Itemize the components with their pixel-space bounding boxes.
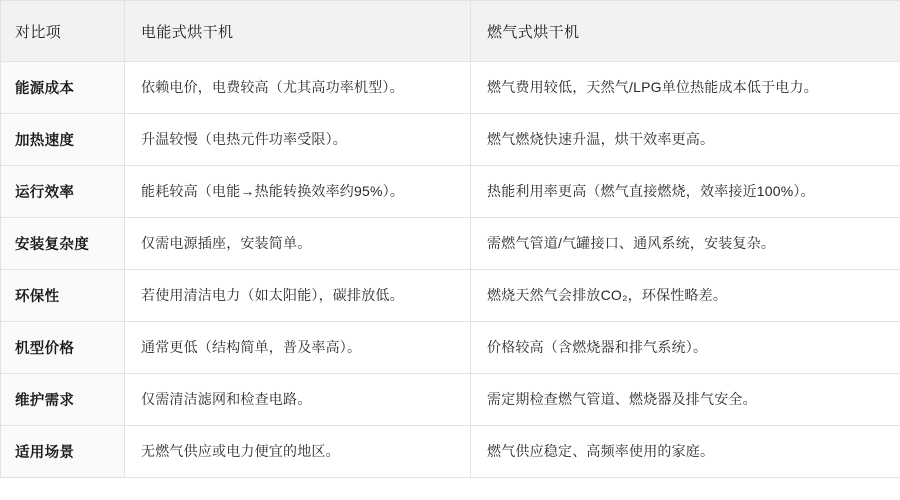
table-header-row xyxy=(1,1,900,62)
row-label: 机型价格 xyxy=(1,322,125,374)
column-header-gas: 燃气式烘干机 xyxy=(471,1,900,62)
row-electric-value: 若使用清洁电力（如太阳能），碳排放低。 xyxy=(125,270,471,322)
row-electric-value: 仅需清洁滤网和检查电路。 xyxy=(125,374,471,426)
column-header-electric: 电能式烘干机 xyxy=(125,1,471,62)
row-gas-value: 需定期检查燃气管道、燃烧器及排气安全。 xyxy=(471,374,900,426)
row-gas-value: 燃气供应稳定、高频率使用的家庭。 xyxy=(471,426,900,478)
row-label: 环保性 xyxy=(1,270,125,322)
column-header-item: 对比项 xyxy=(1,1,125,62)
table-body xyxy=(1,62,900,478)
table-row xyxy=(1,322,900,374)
row-electric-value: 无燃气供应或电力便宜的地区。 xyxy=(125,426,471,478)
table-header xyxy=(1,1,900,62)
row-electric-value: 升温较慢（电热元件功率受限）。 xyxy=(125,114,471,166)
row-label: 安装复杂度 xyxy=(1,218,125,270)
table-row xyxy=(1,62,900,114)
row-electric-value: 能耗较高（电能→热能转换效率约95%）。 xyxy=(125,166,471,218)
table-row xyxy=(1,270,900,322)
row-electric-value: 依赖电价，电费较高（尤其高功率机型）。 xyxy=(125,62,471,114)
table-row xyxy=(1,166,900,218)
table-row xyxy=(1,374,900,426)
row-gas-value: 燃气燃烧快速升温，烘干效率更高。 xyxy=(471,114,900,166)
row-label: 维护需求 xyxy=(1,374,125,426)
row-gas-value: 热能利用率更高（燃气直接燃烧，效率接近100%）。 xyxy=(471,166,900,218)
table-row xyxy=(1,426,900,478)
table-row xyxy=(1,218,900,270)
row-label: 运行效率 xyxy=(1,166,125,218)
row-electric-value: 仅需电源插座，安装简单。 xyxy=(125,218,471,270)
row-gas-value: 燃气费用较低，天然气/LPG单位热能成本低于电力。 xyxy=(471,62,900,114)
table-row xyxy=(1,114,900,166)
row-gas-value: 需燃气管道/气罐接口、通风系统，安装复杂。 xyxy=(471,218,900,270)
row-gas-value: 价格较高（含燃烧器和排气系统）。 xyxy=(471,322,900,374)
row-label: 加热速度 xyxy=(1,114,125,166)
row-gas-value: 燃烧天然气会排放CO₂，环保性略差。 xyxy=(471,270,900,322)
row-label: 适用场景 xyxy=(1,426,125,478)
row-electric-value: 通常更低（结构简单，普及率高）。 xyxy=(125,322,471,374)
row-label: 能源成本 xyxy=(1,62,125,114)
